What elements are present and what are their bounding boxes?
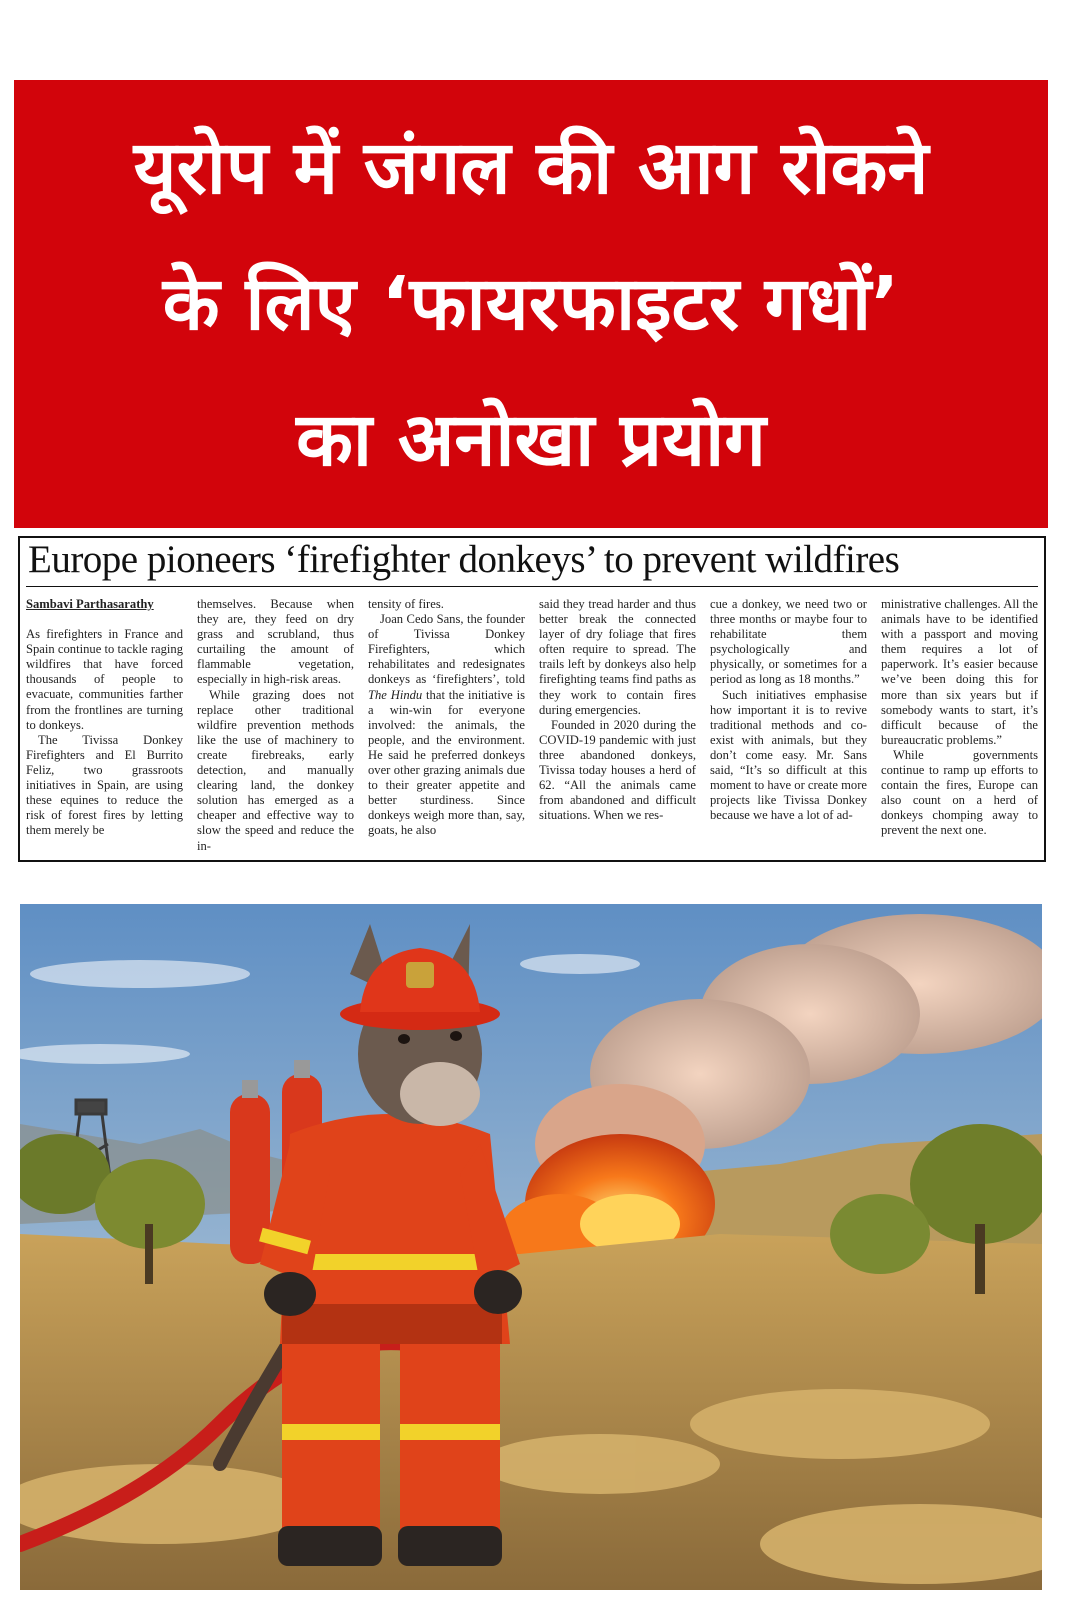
newspaper-clipping [18,536,1046,862]
paragraph: said they tread harder and thus better break the connected layer of dry foliage that fires often require to spread. The trails left by donkeys also help firefighting teams find paths as they work to contain fires during emergencies. [539,597,696,717]
paragraph: While grazing does not replace other traditional wildfire prevention methods like the use of machinery to create firebreaks, early detection, and manually clearing land, the donkey solution has emerged as a cheaper and effective way to slow the speed and reduce the in- [197,687,354,853]
banner-line-1: यूरोप में जंगल की आग रोकने [133,125,929,211]
banner-line-3: का अनोखा प्रयोग [296,397,766,483]
article-column-3 [368,597,525,854]
paragraph: tensity of fires. [368,597,444,611]
paragraph: ministrative challenges. All the animals have to be identified with a passport and moving them requires a lot of paperwork. It’s easier because we’ve been doing this for more than six years but if somebody wants to start, it’s difficult because of the bureaucratic problems.” [881,597,1038,747]
article-column-1 [26,597,183,854]
article-column-5 [710,597,867,854]
article-column-2 [197,597,354,854]
headline-banner [14,80,1048,528]
banner-line-2: के लिए ‘फायरफाइटर गधों’ [162,261,900,347]
text-run: Joan Cedo Sans, the founder of Tivissa Donkey Firefighters, which rehabilitates and redesignates donkeys as ‘firefighters’, told [368,612,525,687]
illustration-canvas [20,904,1042,1590]
paragraph: While governments continue to ramp up efforts to contain the fires, Europe can also count on a herd of donkeys chomping away to prevent the next one. [881,747,1038,838]
publication-name: The Hindu [368,687,423,702]
donkey-firefighter-illustration [20,904,1042,1590]
text-run: that the initiative is a win-win for everyone involved: the animals, the people, and the environment. He said he preferred donkeys over other grazing animals due to their greater appetite and better sturdiness. Since donkeys weigh more than, say, goats, he also [368,687,525,838]
paragraph: Such initiatives emphasise how important it is to revive traditional methods and co-exist with animals, but they don’t come easy. Mr. Sans said, “It’s so difficult at this moment to have or create more projects like Tivissa Donkey because we have a lot of ad- [710,687,868,823]
headline-rule [26,586,1038,587]
article-byline: Sambavi Parthasarathy [26,597,154,611]
paragraph: themselves. Because when they are, they feed on dry grass and scrubland, thus curtailing the amount of flammable vegetation, especially in high-risk areas. [197,597,354,687]
paragraph: As firefighters in France and Spain continue to tackle raging wildfires that have forced thousands of people to evacuate, communities farther from the frontlines are turning to donkeys. [26,627,183,732]
paragraph: The Tivissa Donkey Firefighters and El Burrito Feliz, two grassroots initiatives in Spain, are using these equines to reduce the risk of forest fires by letting them merely be [26,732,183,838]
paragraph: Founded in 2020 during the COVID-19 pandemic with just three abandoned donkeys, Tivissa today houses a herd of 62. “All the animals came from abandoned and difficult situations. When we res- [539,717,696,823]
paragraph [368,612,525,838]
article-column-4 [539,597,696,854]
paragraph: cue a donkey, we need two or three months or maybe four to rehabilitate them psychologically and physically, or sometimes for a period as long as 18 months.” [710,597,867,687]
article-headline: Europe pioneers ‘firefighter donkeys’ to prevent wildfires [28,538,900,581]
article-columns [26,597,1038,854]
article-column-6 [881,597,1038,854]
